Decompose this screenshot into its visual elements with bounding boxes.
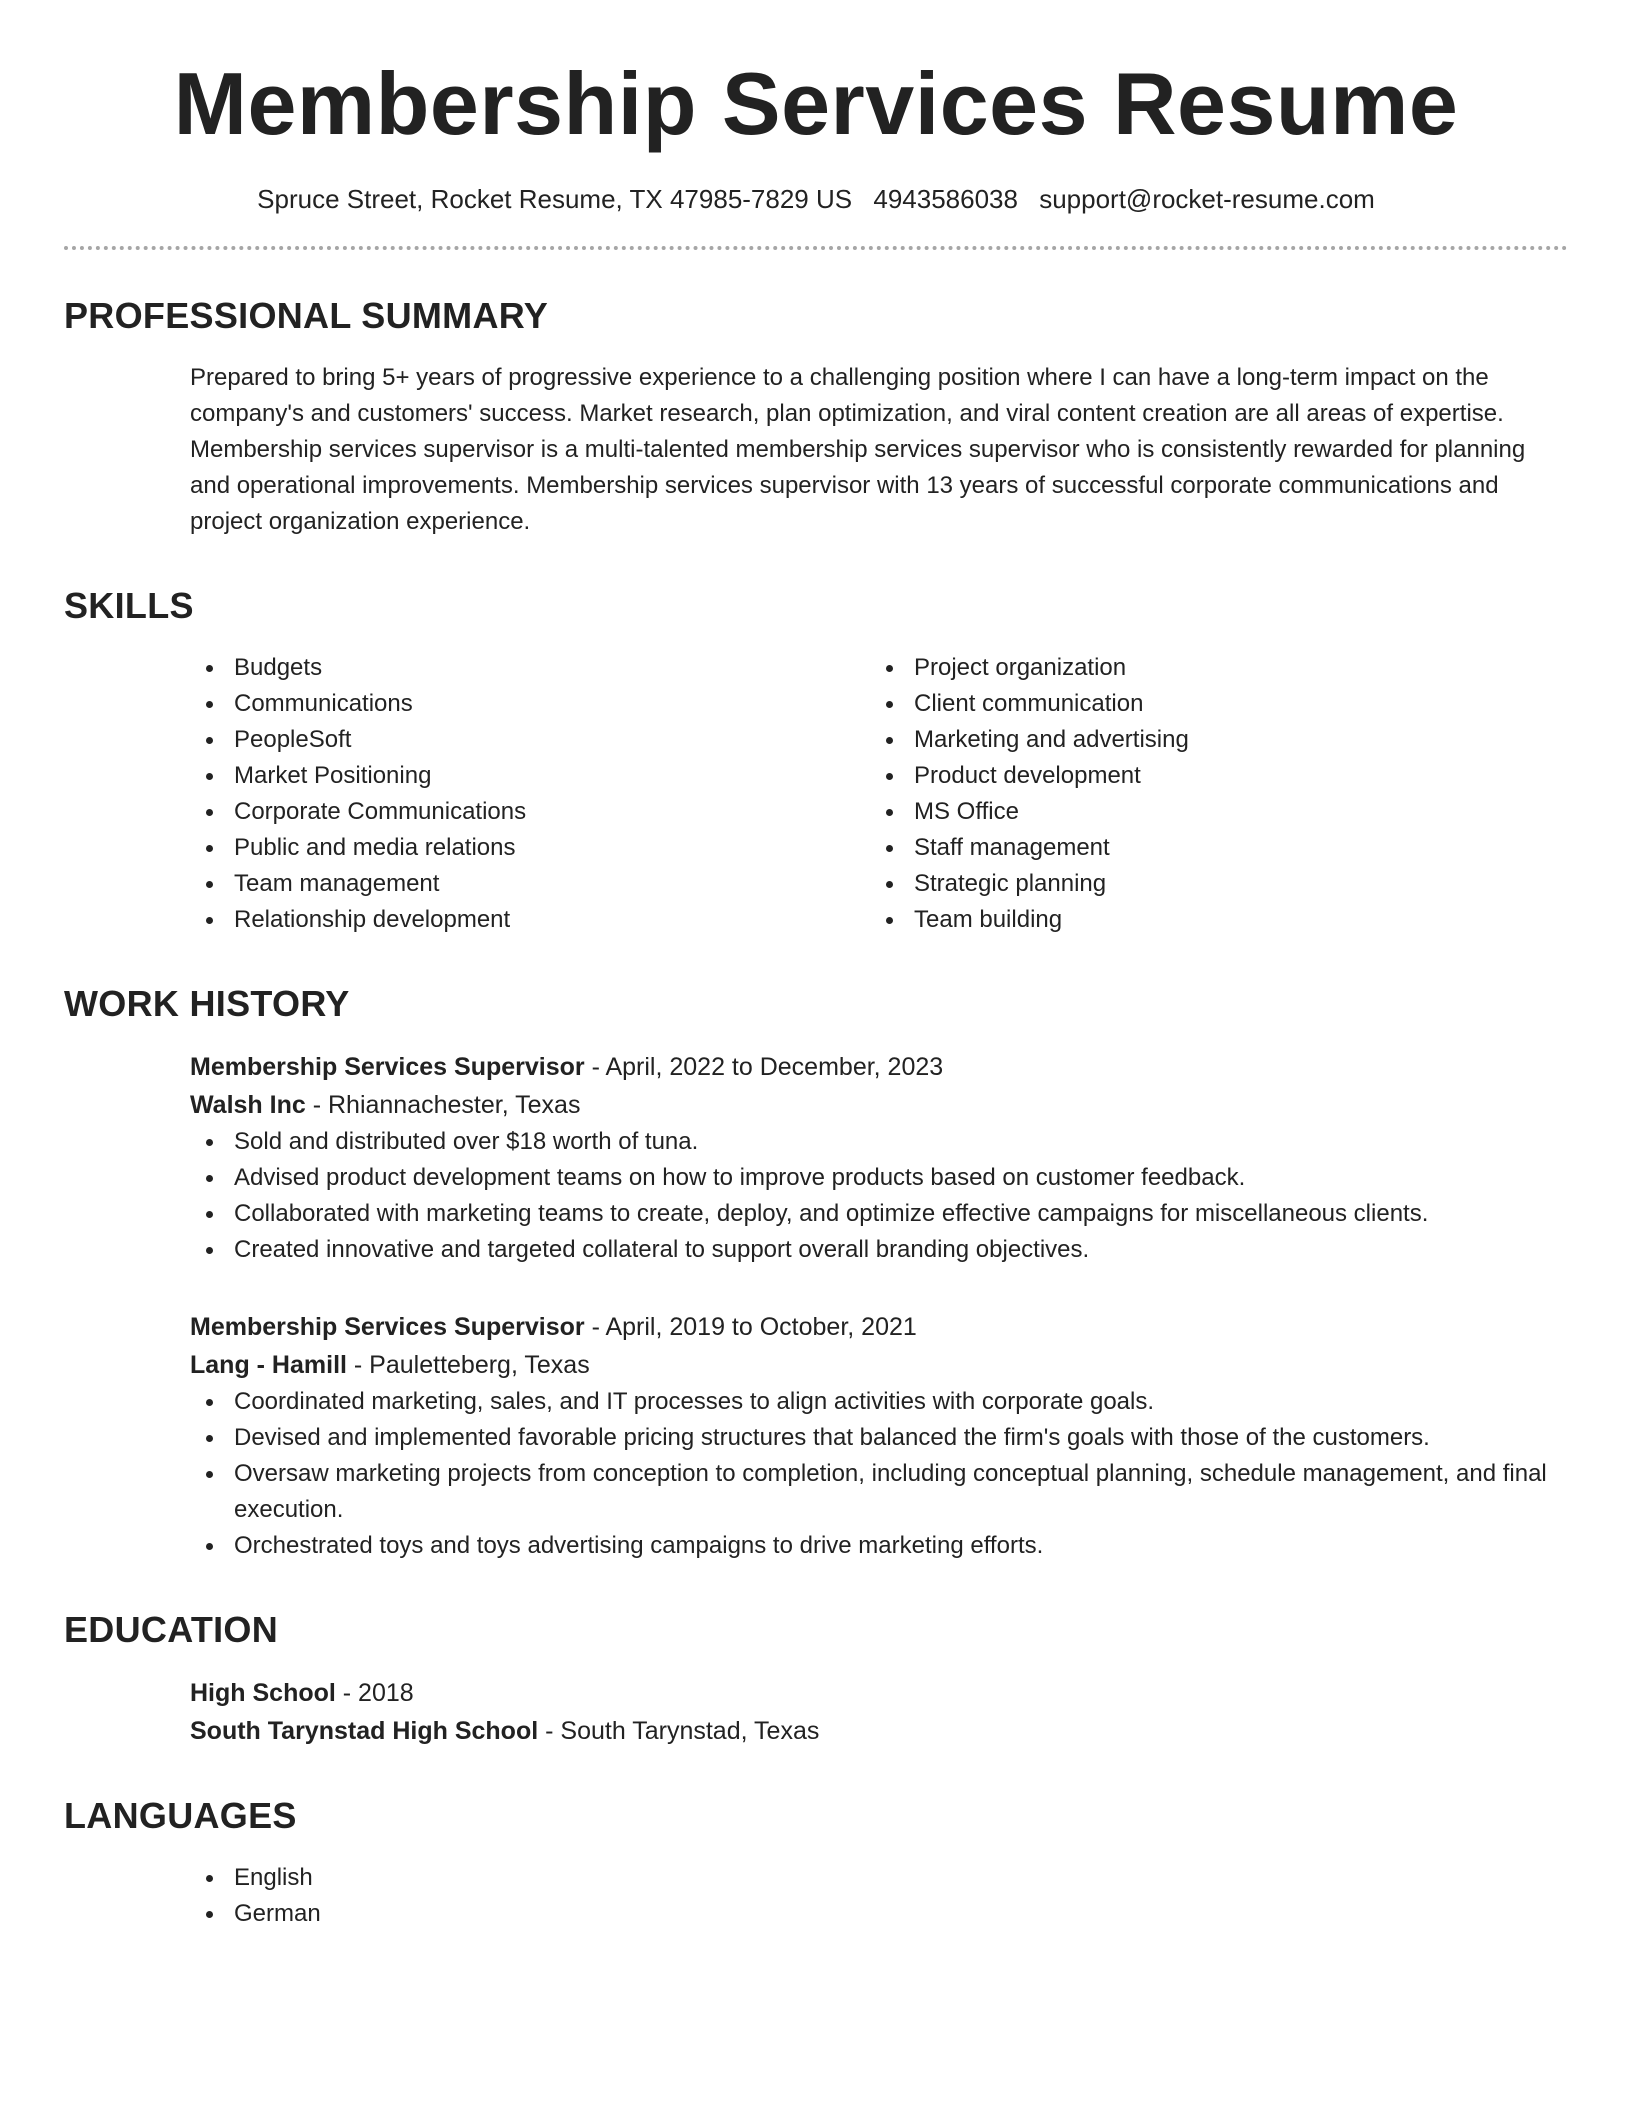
summary-section: [64, 294, 1568, 540]
skills-list-right: [870, 650, 1550, 938]
job-company-line: [190, 1346, 1568, 1384]
education-school: South Tarynstad High School: [190, 1717, 539, 1745]
education-degree: High School: [190, 1679, 336, 1707]
skill-item: Budgets: [190, 650, 870, 686]
contact-phone: 4943586038: [873, 184, 1018, 214]
job-duty-item: Orchestrated toys and toys advertising campaigns to drive marketing efforts.: [190, 1528, 1568, 1564]
job-company: Walsh Inc: [190, 1091, 306, 1119]
skill-item: Client communication: [870, 686, 1550, 722]
skills-body: [64, 650, 1568, 938]
header-divider: [64, 246, 1568, 250]
education-location: - South Tarynstad, Texas: [538, 1717, 820, 1745]
job-title-line: [190, 1048, 1568, 1086]
languages-body: [64, 1860, 1568, 1932]
job-duty-item: Coordinated marketing, sales, and IT processes to align activities with corporate goals.: [190, 1384, 1568, 1420]
work-history-section: [64, 982, 1568, 1564]
resume-header: [64, 0, 1568, 216]
job-entry: [190, 1308, 1568, 1564]
education-degree-line: [190, 1674, 1568, 1712]
job-entry: [190, 1048, 1568, 1268]
job-role: Membership Services Supervisor: [190, 1053, 585, 1081]
skill-item: Public and media relations: [190, 830, 870, 866]
skill-item: Relationship development: [190, 902, 870, 938]
job-duties-list: [190, 1384, 1568, 1564]
skills-section: [64, 584, 1568, 938]
job-duty-item: Devised and implemented favorable pricing structures that balanced the firm's goals with those of the customers.: [190, 1420, 1568, 1456]
education-body: [64, 1674, 1568, 1750]
contact-email: support@rocket-resume.com: [1039, 184, 1375, 214]
resume-title: Membership Services Resume: [173, 54, 1459, 153]
job-duty-item: Collaborated with marketing teams to create, deploy, and optimize effective campaigns for miscellaneous clients.: [190, 1196, 1568, 1232]
contact-line: [64, 182, 1568, 216]
skill-item: Staff management: [870, 830, 1550, 866]
job-duty-item: Oversaw marketing projects from conception to completion, including conceptual planning, schedule management, and final execution.: [190, 1456, 1568, 1528]
section-title-skills: SKILLS: [64, 585, 194, 626]
job-company-line: [190, 1086, 1568, 1124]
skills-list-left: [190, 650, 870, 938]
job-duty-item: Advised product development teams on how to improve products based on customer feedback.: [190, 1160, 1568, 1196]
job-dates: - April, 2019 to October, 2021: [584, 1313, 917, 1341]
section-title-education: EDUCATION: [64, 1609, 279, 1650]
job-role: Membership Services Supervisor: [190, 1313, 585, 1341]
skill-item: Project organization: [870, 650, 1550, 686]
skills-column-left: [190, 650, 870, 938]
summary-body: [64, 360, 1568, 540]
skill-item: Communications: [190, 686, 870, 722]
skill-item: PeopleSoft: [190, 722, 870, 758]
job-location: - Rhiannachester, Texas: [305, 1091, 581, 1119]
job-title-line: [190, 1308, 1568, 1346]
language-item: German: [190, 1896, 1568, 1932]
section-title-languages: LANGUAGES: [64, 1795, 297, 1836]
skill-item: Market Positioning: [190, 758, 870, 794]
job-location: - Pauletteberg, Texas: [346, 1351, 590, 1379]
job-duty-item: Sold and distributed over $18 worth of tuna.: [190, 1124, 1568, 1160]
skill-item: Strategic planning: [870, 866, 1550, 902]
section-title-summary: PROFESSIONAL SUMMARY: [64, 295, 549, 336]
skill-item: Team building: [870, 902, 1550, 938]
section-title-work-history: WORK HISTORY: [64, 983, 350, 1024]
language-item: English: [190, 1860, 1568, 1896]
languages-list: [190, 1860, 1568, 1932]
work-history-body: [64, 1048, 1568, 1564]
skill-item: Team management: [190, 866, 870, 902]
job-dates: - April, 2022 to December, 2023: [584, 1053, 944, 1081]
languages-section: [64, 1794, 1568, 1932]
education-section: [64, 1608, 1568, 1750]
skills-column-right: [870, 650, 1550, 938]
summary-text: Prepared to bring 5+ years of progressive experience to a challenging position where I can have a long-term impact on the company's and customers' success. Market research, plan optimization, and viral content creation are all areas of expertise. Membership services supervisor is a multi-talented membership services supervisor who is consistently rewarded for planning and operational improvements. Membership services supervisor with 13 years of successful corporate communications and project organization experience.: [190, 364, 1526, 535]
skill-item: MS Office: [870, 794, 1550, 830]
education-school-line: [190, 1712, 1568, 1750]
skill-item: Corporate Communications: [190, 794, 870, 830]
education-year: - 2018: [335, 1679, 414, 1707]
job-duties-list: [190, 1124, 1568, 1268]
contact-address: Spruce Street, Rocket Resume, TX 47985-7829 US: [257, 184, 853, 214]
skill-item: Product development: [870, 758, 1550, 794]
skill-item: Marketing and advertising: [870, 722, 1550, 758]
job-duty-item: Created innovative and targeted collateral to support overall branding objectives.: [190, 1232, 1568, 1268]
job-company: Lang - Hamill: [190, 1351, 347, 1379]
